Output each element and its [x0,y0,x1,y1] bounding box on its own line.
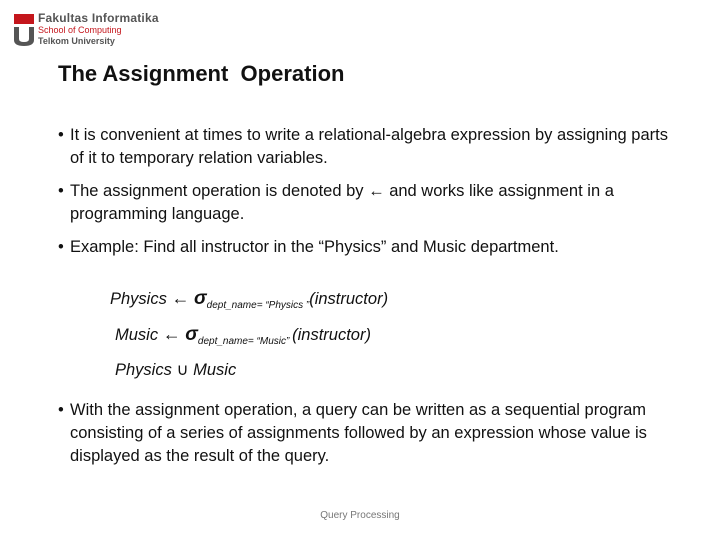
expression-music [110,320,388,356]
assignment-arrow: ← [171,288,190,308]
select-operator: σ [194,288,207,309]
union-left: Physics [115,361,172,379]
bullet-text: • With the assignment operation, a query can be written as a sequential program consisting of a series of assignments followed by an expression whose value is displayed as the result of the query. [70,401,647,465]
selection-condition: dept_name= “Physics ” [206,300,310,311]
bullet-item [58,399,678,468]
bullet-item [58,124,678,170]
bullet-list-after [58,399,678,478]
union-operator: ∪ [176,361,189,379]
expression-physics [110,284,388,320]
footer-text: Query Processing [320,510,400,521]
bullet-text: • The assignment operation is denoted by ← and works like assignment in a programming language. [70,182,614,223]
logo-university: Telkom University [38,36,115,46]
expression-argument: (instructor) [292,326,371,344]
expression-lhs: Music [115,326,159,344]
select-operator: σ [185,324,198,345]
expression-argument: (instructor) [309,290,389,308]
bullet-item [58,180,678,226]
logo-text [38,12,159,46]
university-logo [14,12,174,50]
logo-faculty: Fakultas Informatika [38,11,159,25]
union-right: Music [193,361,237,379]
bullet-item [58,236,678,259]
logo-school: School of Computing [38,25,122,35]
bullet-text: • Example: Find all instructor in the “Physics” and Music department. [70,238,559,256]
expression-union [110,356,388,384]
bullet-list [58,124,678,269]
slide-title: The Assignment Operation [58,61,345,86]
bullet-text: • It is convenient at times to write a relational-algebra expression by assigning parts of it to temporary relation variables. [70,126,668,167]
selection-condition: dept_name= “Music” [197,336,293,347]
assignment-arrow: ← [162,324,181,344]
assignment-expressions [110,284,388,384]
expression-lhs: Physics [110,290,167,308]
telkom-logo-icon [14,14,34,46]
